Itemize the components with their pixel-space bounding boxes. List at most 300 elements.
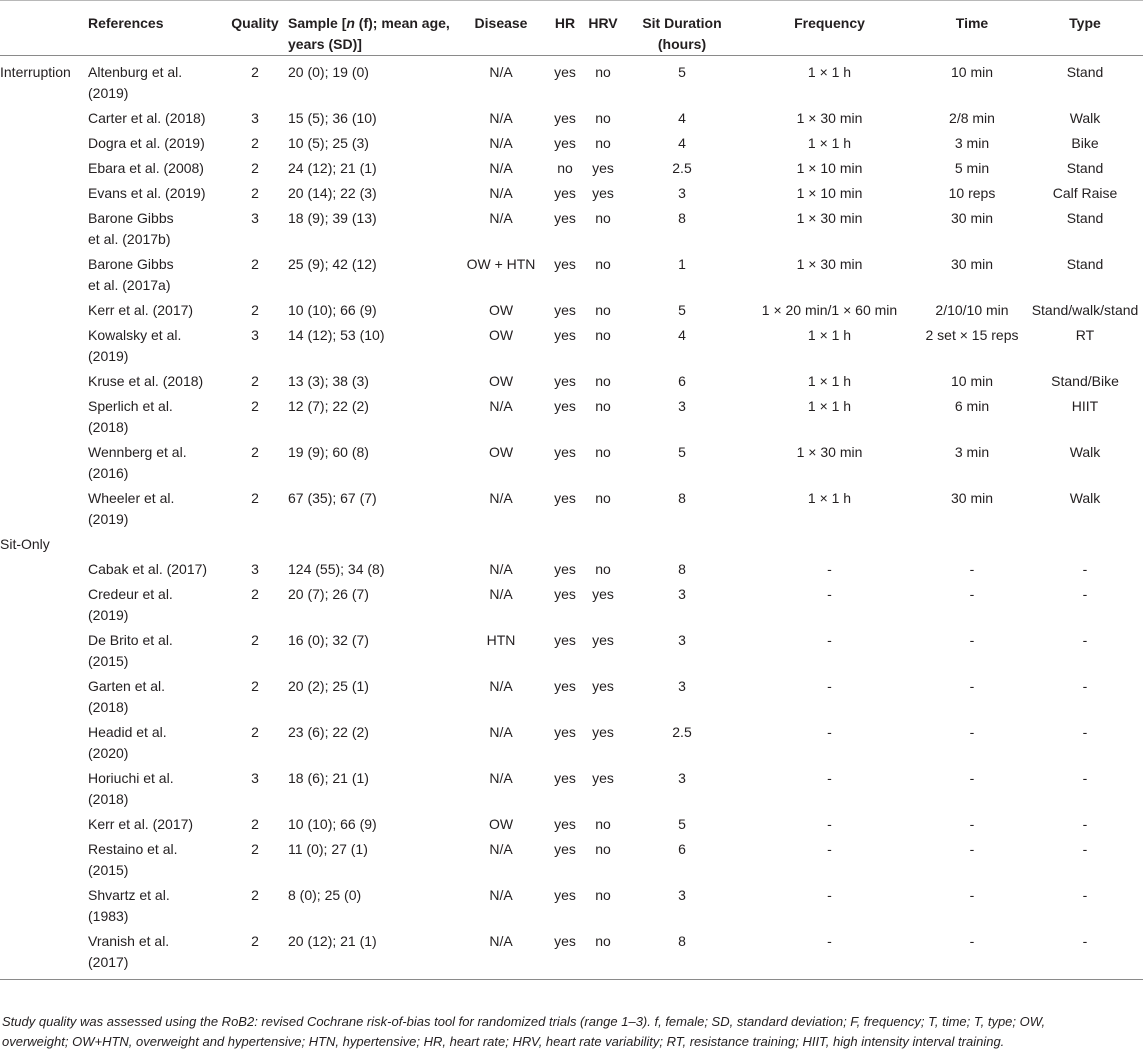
hrv-cell: no	[595, 327, 611, 343]
time-cell: 10 reps	[948, 185, 996, 201]
header-sample-italic: n	[346, 15, 355, 31]
quality-cell: 2	[251, 933, 259, 949]
hr-cell: yes	[554, 444, 576, 460]
reference-cell	[88, 325, 222, 371]
group-label	[0, 371, 88, 396]
frequency-cell: -	[827, 841, 832, 857]
sample-cell: 20 (2); 25 (1)	[288, 678, 369, 694]
reference-line: Horiuchi et al.	[88, 770, 174, 786]
reference-line: Evans et al. (2019)	[88, 185, 206, 201]
quality-cell: 2	[251, 302, 259, 318]
group-label	[0, 676, 88, 722]
sample-cell: 124 (55); 34 (8)	[288, 561, 385, 577]
header-hr: HR	[546, 1, 584, 56]
group-label	[0, 931, 88, 980]
group-label	[0, 254, 88, 300]
quality-cell: 2	[251, 816, 259, 832]
sit-duration-cell: 6	[678, 373, 686, 389]
empty-cell	[88, 534, 222, 559]
table-footnote	[2, 1012, 1137, 1052]
group-label: Sit-Only	[0, 536, 50, 552]
hr-cell: yes	[554, 302, 576, 318]
hrv-cell: no	[595, 135, 611, 151]
disease-cell: N/A	[489, 933, 513, 949]
reference-line: Shvartz et al.	[88, 887, 170, 903]
hr-cell: yes	[554, 586, 576, 602]
frequency-cell: 1 × 1 h	[807, 490, 852, 506]
quality-cell: 2	[251, 444, 259, 460]
frequency-cell: -	[827, 770, 832, 786]
hrv-cell: no	[595, 256, 611, 272]
quality-cell: 2	[251, 135, 259, 151]
table-row	[0, 488, 1143, 534]
hrv-cell: no	[595, 373, 611, 389]
hrv-cell: yes	[592, 586, 614, 602]
hr-cell: yes	[554, 724, 576, 740]
group-label	[0, 208, 88, 254]
sit-duration-cell: 3	[678, 586, 686, 602]
sit-duration-cell: 2.5	[672, 724, 692, 740]
frequency-cell: 1 × 1 h	[807, 135, 852, 151]
sample-cell: 20 (12); 21 (1)	[288, 933, 377, 949]
group-label	[0, 768, 88, 814]
sit-duration-cell: 6	[678, 841, 686, 857]
reference-cell	[88, 676, 222, 722]
group-label	[0, 108, 88, 133]
frequency-cell: 1 × 30 min	[796, 444, 863, 460]
group-label	[0, 559, 88, 584]
hr-cell: yes	[554, 490, 576, 506]
sample-cell: 14 (12); 53 (10)	[288, 327, 385, 343]
table-row	[0, 371, 1143, 396]
time-cell: 2/10/10 min	[935, 302, 1009, 318]
time-cell: -	[969, 561, 975, 577]
type-cell: -	[1082, 561, 1088, 577]
type-cell: Walk	[1069, 490, 1101, 506]
table-row	[0, 885, 1143, 931]
table-row	[0, 839, 1143, 885]
reference-cell	[88, 814, 222, 839]
empty-cell	[742, 534, 917, 559]
type-cell: RT	[1075, 327, 1095, 343]
group-label	[0, 158, 88, 183]
reference-line: (2017)	[88, 954, 129, 970]
reference-cell	[88, 300, 222, 325]
group-label	[0, 325, 88, 371]
hr-cell: yes	[554, 632, 576, 648]
disease-cell: N/A	[489, 135, 513, 151]
quality-cell: 2	[251, 185, 259, 201]
quality-cell: 2	[251, 841, 259, 857]
hrv-cell: yes	[592, 160, 614, 176]
header-frequency: Frequency	[742, 1, 917, 56]
group-label: Interruption	[0, 64, 71, 80]
sample-cell: 18 (9); 39 (13)	[288, 210, 377, 226]
sit-duration-cell: 3	[678, 678, 686, 694]
disease-cell: N/A	[489, 561, 513, 577]
table-row	[0, 108, 1143, 133]
hr-cell: yes	[554, 210, 576, 226]
sample-cell: 12 (7); 22 (2)	[288, 398, 369, 414]
group-label	[0, 839, 88, 885]
sample-cell: 11 (0); 27 (1)	[288, 841, 368, 857]
header-hrv: HRV	[584, 1, 622, 56]
reference-line: (2020)	[88, 745, 129, 761]
type-cell: Stand/Bike	[1051, 373, 1119, 389]
reference-line: Kowalsky et al.	[88, 327, 182, 343]
table-row	[0, 630, 1143, 676]
sample-cell: 20 (7); 26 (7)	[288, 586, 369, 602]
disease-cell: OW	[488, 327, 514, 343]
header-type: Type	[1027, 1, 1143, 56]
table-row	[0, 584, 1143, 630]
hr-cell: yes	[554, 841, 576, 857]
reference-cell	[88, 442, 222, 488]
frequency-cell: 1 × 30 min	[796, 256, 863, 272]
reference-line: et al. (2017a)	[88, 277, 171, 293]
hrv-cell: no	[595, 398, 611, 414]
table-row	[0, 56, 1143, 109]
reference-cell	[88, 254, 222, 300]
disease-cell: OW + HTN	[466, 256, 536, 272]
table-row	[0, 396, 1143, 442]
hr-cell: yes	[554, 933, 576, 949]
sit-duration-cell: 5	[678, 64, 686, 80]
time-cell: 5 min	[954, 160, 990, 176]
hrv-cell: no	[595, 887, 611, 903]
frequency-cell: -	[827, 561, 832, 577]
type-cell: Walk	[1069, 110, 1101, 126]
reference-cell	[88, 768, 222, 814]
hr-cell: yes	[554, 373, 576, 389]
time-cell: -	[969, 632, 975, 648]
empty-cell	[584, 534, 622, 559]
type-cell: Bike	[1071, 135, 1099, 151]
reference-line: Wheeler et al.	[88, 490, 175, 506]
empty-cell	[288, 534, 456, 559]
reference-cell	[88, 584, 222, 630]
type-cell: Stand/walk/stand	[1031, 302, 1139, 318]
time-cell: 3 min	[954, 135, 990, 151]
quality-cell: 2	[251, 373, 259, 389]
table-row	[0, 559, 1143, 584]
hrv-cell: no	[595, 490, 611, 506]
reference-cell	[88, 56, 222, 109]
sample-cell: 10 (10); 66 (9)	[288, 302, 377, 318]
frequency-cell: -	[827, 632, 832, 648]
frequency-cell: 1 × 1 h	[807, 373, 852, 389]
table-row	[0, 676, 1143, 722]
sample-cell: 25 (9); 42 (12)	[288, 256, 377, 272]
group-label	[0, 183, 88, 208]
hrv-cell: yes	[592, 678, 614, 694]
reference-cell	[88, 630, 222, 676]
hr-cell: yes	[554, 887, 576, 903]
hrv-cell: no	[595, 933, 611, 949]
reference-cell	[88, 839, 222, 885]
reference-cell	[88, 722, 222, 768]
disease-cell: N/A	[489, 490, 513, 506]
reference-line: (2019)	[88, 85, 129, 101]
time-cell: 2 set × 15 reps	[925, 327, 1019, 343]
empty-cell	[222, 534, 288, 559]
frequency-cell: -	[827, 816, 832, 832]
reference-cell	[88, 158, 222, 183]
header-references: References	[88, 1, 222, 56]
sit-duration-cell: 1	[678, 256, 686, 272]
type-cell: Stand	[1066, 160, 1104, 176]
reference-line: (2018)	[88, 699, 129, 715]
reference-line: Kruse et al. (2018)	[88, 373, 204, 389]
disease-cell: OW	[488, 302, 514, 318]
disease-cell: OW	[488, 373, 514, 389]
quality-cell: 3	[251, 561, 259, 577]
reference-line: Sperlich et al.	[88, 398, 173, 414]
type-cell: -	[1082, 632, 1088, 648]
disease-cell: N/A	[489, 398, 513, 414]
reference-line: Restaino et al.	[88, 841, 178, 857]
disease-cell: HTN	[486, 632, 516, 648]
frequency-cell: -	[827, 678, 832, 694]
disease-cell: OW	[488, 816, 514, 832]
sample-cell: 24 (12); 21 (1)	[288, 160, 377, 176]
quality-cell: 3	[251, 110, 259, 126]
reference-cell	[88, 208, 222, 254]
table-row	[0, 208, 1143, 254]
time-cell: 30 min	[950, 210, 994, 226]
disease-cell: N/A	[489, 887, 513, 903]
group-label	[0, 722, 88, 768]
group-label	[0, 442, 88, 488]
group-label	[0, 488, 88, 534]
hr-cell: yes	[554, 110, 576, 126]
hr-cell: yes	[554, 561, 576, 577]
frequency-cell: 1 × 1 h	[807, 327, 852, 343]
reference-line: Wennberg et al.	[88, 444, 187, 460]
empty-cell	[1027, 534, 1143, 559]
hrv-cell: no	[595, 841, 611, 857]
time-cell: -	[969, 770, 975, 786]
table-row	[0, 931, 1143, 980]
time-cell: 3 min	[954, 444, 990, 460]
group-label	[0, 396, 88, 442]
sit-duration-cell: 8	[678, 210, 686, 226]
reference-line: Cabak et al. (2017)	[88, 561, 208, 577]
quality-cell: 2	[251, 398, 259, 414]
hrv-cell: yes	[592, 770, 614, 786]
quality-cell: 2	[251, 887, 259, 903]
reference-line: Kerr et al. (2017)	[88, 816, 194, 832]
frequency-cell: 1 × 30 min	[796, 210, 863, 226]
reference-line: (2019)	[88, 348, 129, 364]
reference-cell	[88, 371, 222, 396]
reference-line: (2019)	[88, 511, 129, 527]
sit-duration-cell: 3	[678, 632, 686, 648]
sample-cell: 8 (0); 25 (0)	[288, 887, 362, 903]
reference-line: Kerr et al. (2017)	[88, 302, 194, 318]
type-cell: -	[1082, 678, 1088, 694]
quality-cell: 2	[251, 64, 259, 80]
sample-cell: 16 (0); 32 (7)	[288, 632, 369, 648]
frequency-cell: -	[827, 724, 832, 740]
group-label	[0, 885, 88, 931]
reference-cell	[88, 183, 222, 208]
frequency-cell: 1 × 1 h	[807, 64, 852, 80]
type-cell: -	[1082, 841, 1088, 857]
reference-line: (2015)	[88, 653, 129, 669]
hrv-cell: no	[595, 561, 611, 577]
disease-cell: N/A	[489, 770, 513, 786]
sit-duration-cell: 5	[678, 302, 686, 318]
time-cell: -	[969, 678, 975, 694]
group-row	[0, 534, 1143, 559]
reference-line: et al. (2017b)	[88, 231, 171, 247]
group-label	[0, 133, 88, 158]
table-row	[0, 442, 1143, 488]
sit-duration-cell: 4	[678, 135, 686, 151]
type-cell: -	[1082, 933, 1088, 949]
disease-cell: N/A	[489, 724, 513, 740]
sample-cell: 15 (5); 36 (10)	[288, 110, 377, 126]
hr-cell: no	[557, 160, 573, 176]
reference-line: (2016)	[88, 465, 129, 481]
time-cell: -	[969, 724, 975, 740]
disease-cell: N/A	[489, 841, 513, 857]
header-group	[0, 1, 88, 56]
hrv-cell: no	[595, 210, 611, 226]
time-cell: 6 min	[954, 398, 990, 414]
frequency-cell: 1 × 30 min	[796, 110, 863, 126]
hrv-cell: yes	[592, 724, 614, 740]
hrv-cell: yes	[592, 185, 614, 201]
time-cell: 30 min	[950, 490, 994, 506]
reference-cell	[88, 108, 222, 133]
reference-line: (1983)	[88, 908, 129, 924]
reference-line: Ebara et al. (2008)	[88, 160, 204, 176]
quality-cell: 2	[251, 586, 259, 602]
type-cell: HIIT	[1071, 398, 1099, 414]
footnote-line: Study quality was assessed using the RoB2: revised Cochrane risk-of-bias tool for randomized trials (range 1–3). f, female; SD, standard deviation; F, frequency; T, time; T, type; OW,	[2, 1014, 1046, 1029]
footnote-line: overweight; OW+HTN, overweight and hypertensive; HTN, hypertensive; HR, heart rate; HRV, heart rate variability; RT, resistance training; HIIT, high intensity interval training.	[2, 1034, 1005, 1049]
quality-cell: 2	[251, 632, 259, 648]
hr-cell: yes	[554, 770, 576, 786]
time-cell: 2/8 min	[949, 110, 995, 126]
type-cell: Stand	[1066, 210, 1104, 226]
reference-line: De Brito et al.	[88, 632, 173, 648]
hr-cell: yes	[554, 678, 576, 694]
type-cell: Calf Raise	[1052, 185, 1118, 201]
table-body	[0, 56, 1143, 980]
hrv-cell: no	[595, 444, 611, 460]
sit-duration-cell: 5	[678, 444, 686, 460]
hr-cell: yes	[554, 398, 576, 414]
empty-cell	[456, 534, 546, 559]
sit-duration-cell: 3	[678, 770, 686, 786]
disease-cell: N/A	[489, 64, 513, 80]
quality-cell: 2	[251, 678, 259, 694]
time-cell: -	[969, 933, 975, 949]
frequency-cell: -	[827, 933, 832, 949]
reference-cell	[88, 488, 222, 534]
table-row	[0, 325, 1143, 371]
type-cell: Walk	[1069, 444, 1101, 460]
sit-duration-cell: 8	[678, 933, 686, 949]
reference-line: Garten et al.	[88, 678, 166, 694]
header-sample-pre: Sample [	[288, 15, 347, 31]
disease-cell: N/A	[489, 678, 513, 694]
table-row	[0, 183, 1143, 208]
sample-cell: 10 (5); 25 (3)	[288, 135, 369, 151]
reference-line: Carter et al. (2018)	[88, 110, 206, 126]
hrv-cell: no	[595, 302, 611, 318]
reference-cell	[88, 885, 222, 931]
sit-duration-cell: 4	[678, 110, 686, 126]
time-cell: 10 min	[950, 373, 994, 389]
frequency-cell: 1 × 20 min/1 × 60 min	[761, 302, 898, 318]
reference-line: Barone Gibbs	[88, 210, 174, 226]
reference-line: Dogra et al. (2019)	[88, 135, 205, 151]
frequency-cell: 1 × 10 min	[796, 160, 863, 176]
frequency-cell: 1 × 10 min	[796, 185, 863, 201]
time-cell: 10 min	[950, 64, 994, 80]
sit-duration-cell: 3	[678, 887, 686, 903]
hrv-cell: no	[595, 816, 611, 832]
hr-cell: yes	[554, 256, 576, 272]
header-disease: Disease	[456, 1, 546, 56]
group-label	[0, 584, 88, 630]
header-sample	[288, 1, 456, 56]
quality-cell: 2	[251, 160, 259, 176]
sit-duration-cell: 2.5	[672, 160, 692, 176]
quality-cell: 3	[251, 770, 259, 786]
disease-cell: N/A	[489, 185, 513, 201]
sit-duration-cell: 3	[678, 398, 686, 414]
header-time: Time	[917, 1, 1027, 56]
sit-duration-cell: 4	[678, 327, 686, 343]
sample-cell: 20 (0); 19 (0)	[288, 64, 369, 80]
reference-line: (2018)	[88, 791, 129, 807]
reference-line: (2018)	[88, 419, 129, 435]
group-label	[0, 630, 88, 676]
sample-cell: 13 (3); 38 (3)	[288, 373, 369, 389]
frequency-cell: -	[827, 586, 832, 602]
empty-cell	[546, 534, 584, 559]
disease-cell: OW	[488, 444, 514, 460]
sample-cell: 23 (6); 22 (2)	[288, 724, 369, 740]
time-cell: -	[969, 586, 975, 602]
hr-cell: yes	[554, 64, 576, 80]
reference-line: Credeur et al.	[88, 586, 173, 602]
time-cell: 30 min	[950, 256, 994, 272]
hrv-cell: no	[595, 110, 611, 126]
reference-cell	[88, 396, 222, 442]
type-cell: Stand	[1066, 256, 1104, 272]
type-cell: -	[1082, 887, 1088, 903]
sample-cell: 67 (35); 67 (7)	[288, 490, 377, 506]
sit-duration-cell: 5	[678, 816, 686, 832]
type-cell: Stand	[1066, 64, 1104, 80]
sit-duration-cell: 8	[678, 561, 686, 577]
reference-line: Vranish et al.	[88, 933, 170, 949]
quality-cell: 2	[251, 490, 259, 506]
quality-cell: 2	[251, 724, 259, 740]
hr-cell: yes	[554, 185, 576, 201]
time-cell: -	[969, 841, 975, 857]
quality-cell: 3	[251, 327, 259, 343]
frequency-cell: 1 × 1 h	[807, 398, 852, 414]
reference-cell	[88, 133, 222, 158]
quality-cell: 2	[251, 256, 259, 272]
